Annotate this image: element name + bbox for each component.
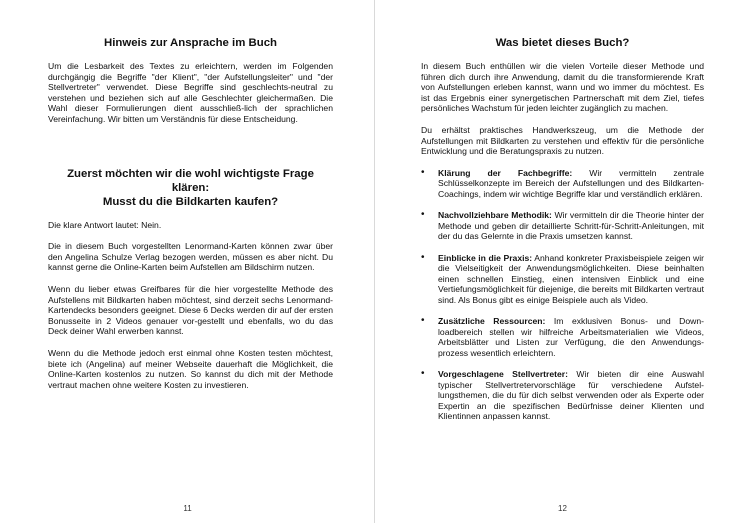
page-number-right: 12 xyxy=(558,504,567,513)
list-item-term: Klärung der Fachbegriffe: xyxy=(438,167,573,178)
list-item-term: Einblicke in die Praxis: xyxy=(438,252,533,263)
list-item xyxy=(421,210,704,242)
bullet-icon: • xyxy=(421,209,425,221)
right-paragraph-intro: In diesem Buch enthüllen wir die vielen Vorteile dieser Methode und führen dich durch ihre Anwendung, damit du die transformierende Kraft von Aufstellungen erleben kannst, wann und wo immer du möchtest. Es ist das Ergebnis einer synergetischen Partnerschaft mit dem Ziel, tiefes persönliches Wachstum für jeden leichter zugänglich zu machen. xyxy=(421,61,704,114)
left-heading-question xyxy=(48,167,333,209)
left-paragraph-answer: Die klare Antwort lautet: Nein. xyxy=(48,219,162,230)
list-item xyxy=(421,369,704,422)
bullet-icon: • xyxy=(421,315,425,327)
left-heading-notice: Hinweis zur Ansprache im Buch xyxy=(103,37,277,49)
list-item-text: Wir vermitteln dir die Theorie hinter der Methode und geben dir detaillierte Schritt-für-Schritt-Anleitungen, mit der du das Gelernte in die Praxis umsetzen kannst. xyxy=(438,210,705,242)
list-item-term: Vorgeschlagene Stellvertreter: xyxy=(438,369,569,380)
list-item xyxy=(421,168,704,200)
right-heading: Was bietet dieses Buch? xyxy=(495,37,630,49)
right-page xyxy=(375,0,750,523)
list-item-text: Wir bieten dir eine Auswahl typischer Stellvertretervorschläge für verschiedene Aufstel-lungsthemen, die du für dich selbst verwenden oder als Experte oder Expertin an die spezifischen Bedürfnisse deiner Klienten und Klientinnen anpassen kannst. xyxy=(438,369,704,422)
list-item-term: Zusätzliche Ressourcen: xyxy=(438,316,546,327)
list-item-term: Nachvollziehbare Methodik: xyxy=(438,210,552,221)
feature-list xyxy=(421,168,704,422)
list-item xyxy=(421,316,704,358)
left-paragraph-free: Wenn du die Methode jedoch erst einmal ohne Kosten testen möchtest, biete ich (Angelina) auf meiner Webseite dauerhaft die Möglichkeit, die Online-Karten kostenlos zu nutzen. So kannst du dich mit der Methode vertraut machen ohne weitere Kosten zu investieren. xyxy=(48,347,333,390)
bullet-icon: • xyxy=(421,166,425,178)
list-item-text: Anhand konkreter Praxisbeispiele zeigen wir die Vielseitigkeit der Anwendungsmöglichkeiten. Diese beinhalten einen schnellen Einstieg, einen intensiven Einblick und eine Vertiefungsmöglichkeit für diejenige, die bereits mit Bildkarten vertraut sind. Als Bonus gibt es einige Beispiele auch als Video. xyxy=(438,252,704,305)
left-heading-question-line1: Zuerst möchten wir die wohl wichtigste Frage klären: xyxy=(67,167,314,194)
list-item-text: Im exklusiven Bonus- und Down-loadbereich stellen wir hilfreiche Arbeitsmaterialien wie Videos, Arbeitsblätter und Listen zur Verfügung, die den Anwendungs-prozess wesentlich erleichtern. xyxy=(438,316,704,358)
list-item xyxy=(421,253,704,306)
bullet-icon: • xyxy=(421,251,425,263)
page-number-left: 11 xyxy=(183,504,192,513)
left-paragraph-decks: Wenn du lieber etwas Greifbares für die hier vorgestellte Methode des Aufstellens mit Bildkarten haben möchtest, sind derzeit sechs Lenormand-Kartendecks besonders geeignet. Diese 6 Decks werden dir auf der ersten Bonusseite in 2 Videos genauer vor-gestellt und ebenfalls, wo du das Deck deiner Wahl erwerben kannst. xyxy=(48,283,333,337)
bullet-icon: • xyxy=(421,368,425,380)
left-paragraph-notice: Um die Lesbarkeit des Textes zu erleichtern, werden im Folgenden durchgängig die Begriffe "der Klient", "der Aufstellungsleiter" und "der Stellvertreter" verwendet. Diese Begriffe sind geschlechts-neutral zu verstehen und beziehen sich auf alle Geschlechter gleichermaßen. Die Wahl dieser Formulierungen dient ausschließ-lich der sprachlichen Vereinfachung. Wir bitten um Verständnis für diese Entscheidung. xyxy=(48,61,333,124)
left-heading-question-line2: Musst du die Bildkarten kaufen? xyxy=(102,195,279,208)
left-paragraph-cards: Die in diesem Buch vorgestellten Lenormand-Karten können zwar über den Angelina Schulze Verlag bezogen werden, müssen es aber nicht. Du kannst gerne die Online-Karten beim Aufstellen am Bildschirm nutzen. xyxy=(48,241,333,273)
right-paragraph-tools: Du erhältst praktisches Handwerkszeug, um die Methode der Aufstellungen mit Bildkarten zu verstehen und effektiv für die persönliche Entwicklung und die Beratungspraxis zu nutzen. xyxy=(421,124,704,157)
list-item-text: Wir vermitteln zentrale Schlüsselkonzepte im Bereich der Aufstellungen und des Bildkarten-Coachings, indem wir wichtige Begriffe klar und verständlich erklären. xyxy=(438,167,704,199)
